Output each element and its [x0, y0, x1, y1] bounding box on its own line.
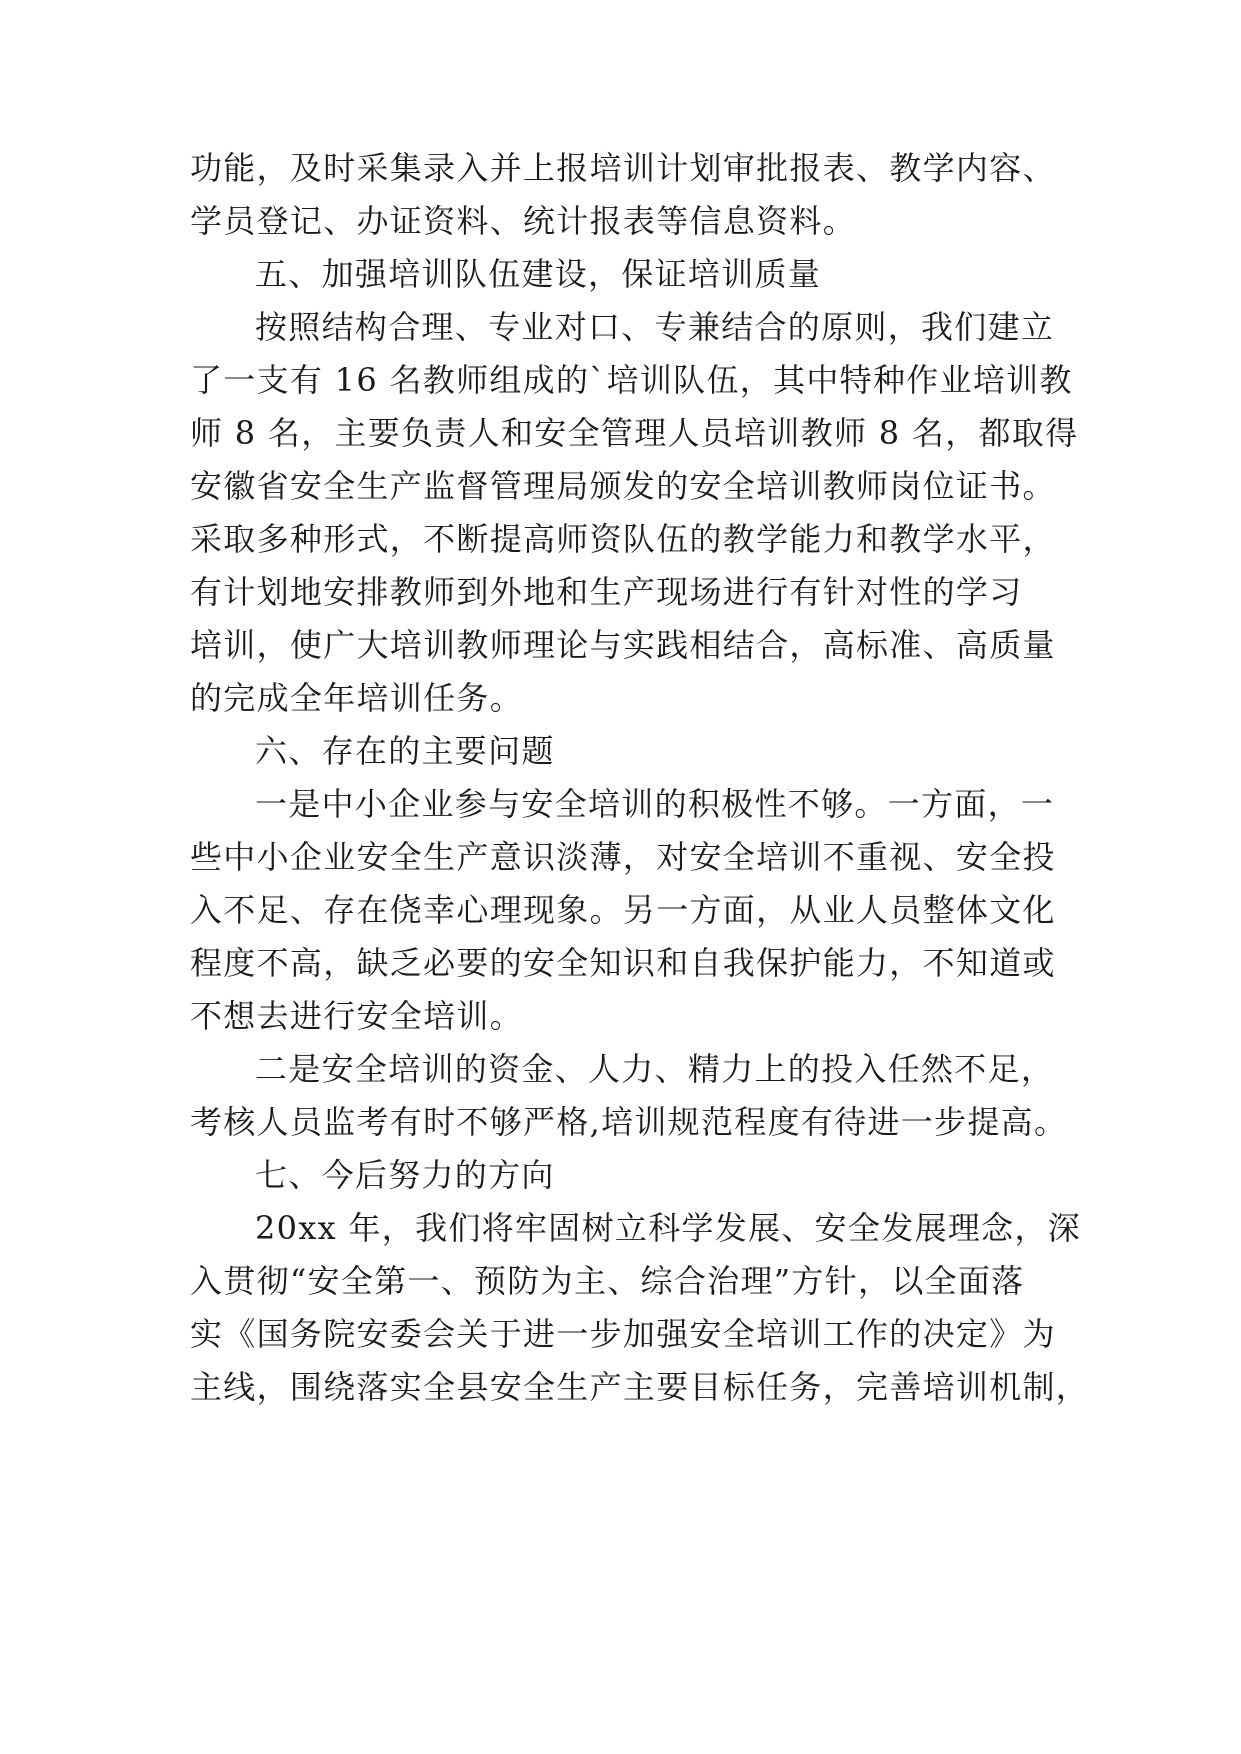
- text-line: 培训，使广大培训教师理论与实践相结合，高标准、高质量: [190, 626, 1056, 664]
- text-line: 些中小企业安全生产意识淡薄，对安全培训不重视、安全投: [190, 838, 1056, 876]
- text-line: 一是中小企业参与安全培训的积极性不够。一方面，一: [255, 785, 1055, 823]
- text-line: 20xx 年，我们将牢固树立科学发展、安全发展理念，深: [255, 1209, 1082, 1247]
- text-line: 师 8 名，主要负责人和安全管理人员培训教师 8 名，都取得: [190, 414, 1079, 452]
- text-line: 安徽省安全生产监督管理局颁发的安全培训教师岗位证书。: [190, 467, 1056, 505]
- text-line: 程度不高，缺乏必要的安全知识和自我保护能力，不知道或: [190, 944, 1056, 982]
- text-line: 二是安全培训的资金、人力、精力上的投入任然不足，: [255, 1050, 1055, 1088]
- text-line: 入贯彻“安全第一、预防为主、综合治理”方针，以全面落: [190, 1262, 1025, 1300]
- text-line: 实《国务院安委会关于进一步加强安全培训工作的决定》为: [190, 1315, 1056, 1353]
- text-line: 主线，围绕落实全县安全生产主要目标任务，完善培训机制，: [190, 1368, 1090, 1406]
- text-line: 入不足、存在侥幸心理现象。另一方面，从业人员整体文化: [190, 891, 1056, 929]
- text-line: 的完成全年培训任务。: [190, 679, 524, 717]
- text-line: 考核人员监考有时不够严格,培训规范程度有待进一步提高。: [190, 1103, 1068, 1141]
- text-line: 不想去进行安全培训。: [190, 997, 524, 1035]
- section-heading: 六、存在的主要问题: [255, 732, 555, 770]
- section-heading: 五、加强培训队伍建设，保证培训质量: [255, 255, 822, 293]
- text-line: 学员登记、办证资料、统计报表等信息资料。: [190, 202, 857, 240]
- section-heading: 七、今后努力的方向: [255, 1156, 555, 1194]
- text-line: 按照结构合理、专业对口、专兼结合的原则，我们建立: [255, 308, 1055, 346]
- text-line: 采取多种形式，不断提高师资队伍的教学能力和教学水平，: [190, 520, 1056, 558]
- text-line: 功能，及时采集录入并上报培训计划审批报表、教学内容、: [190, 149, 1056, 187]
- text-line: 了一支有 16 名教师组成的`培训队伍，其中特种作业培训教: [190, 361, 1073, 399]
- text-line: 有计划地安排教师到外地和生产现场进行有针对性的学习: [190, 573, 1023, 611]
